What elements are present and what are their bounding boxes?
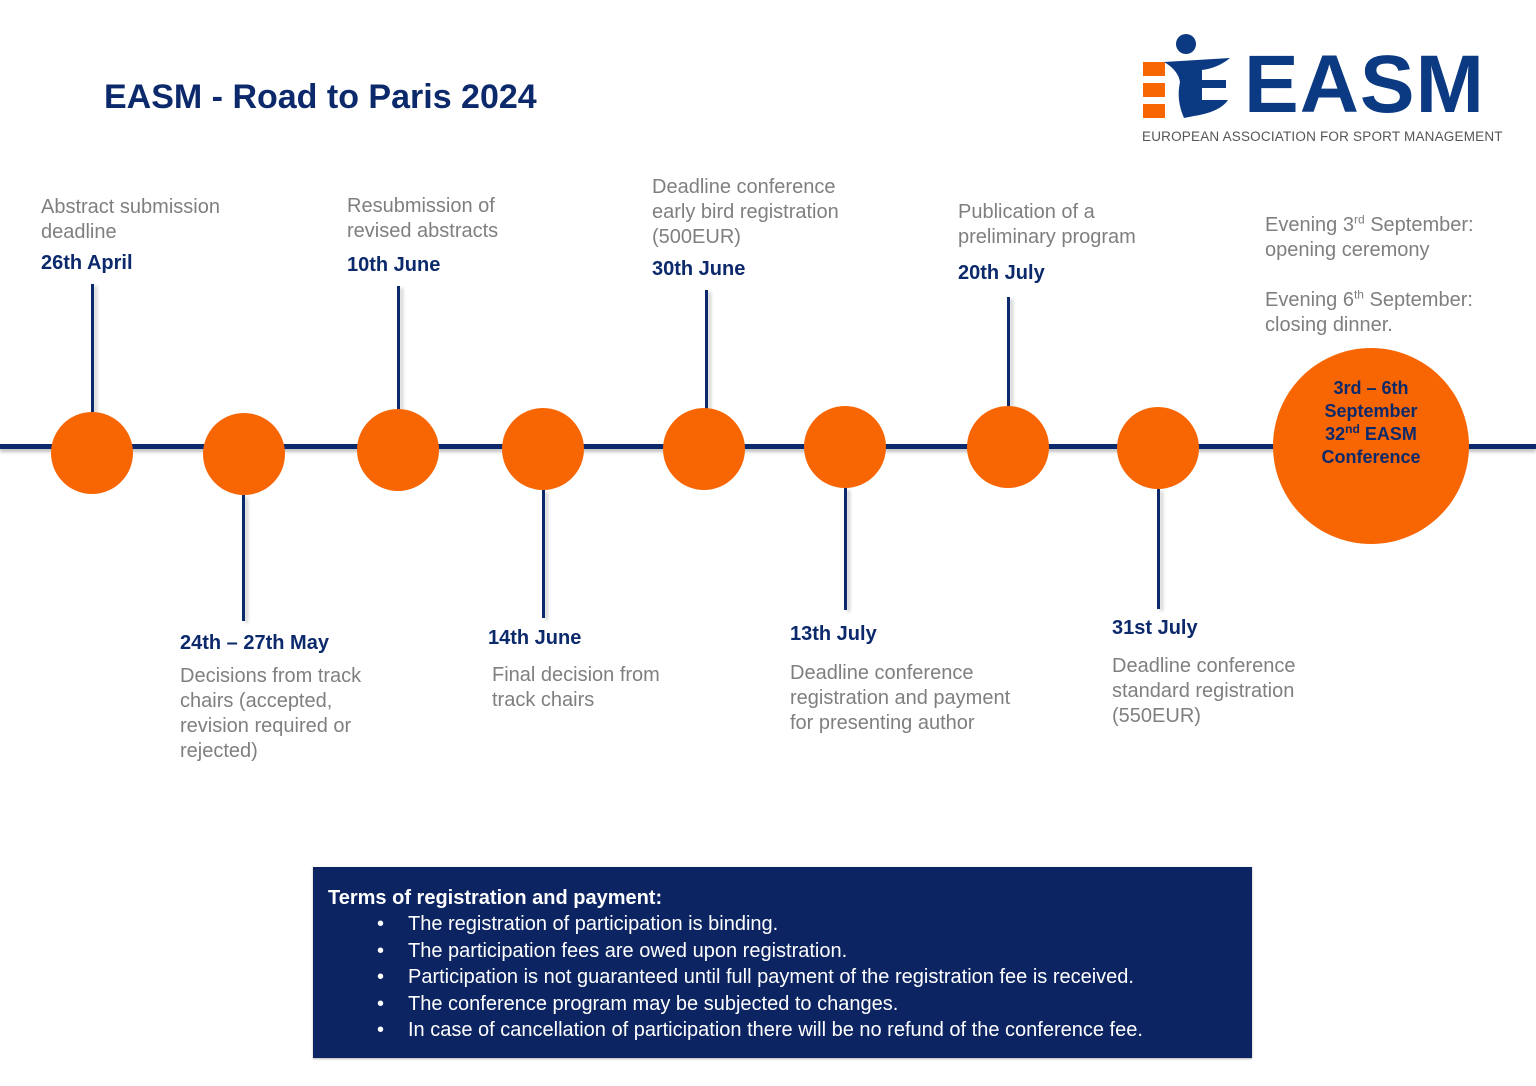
milestone-4-date: 14th June [488, 627, 582, 649]
event-closing-dinner: Evening 6th September: closing dinner. [1265, 287, 1473, 336]
terms-item: • Participation is not guaranteed until full payment of the registration fee is received. [363, 964, 1237, 991]
bullet-icon: • [377, 939, 385, 962]
milestone-8-marker [1117, 407, 1199, 489]
milestone-8-description: Deadline conference standard registration (550EUR) [1112, 655, 1296, 727]
milestone-5-date: 30th June [652, 258, 746, 280]
terms-box [313, 867, 1252, 1058]
milestone-4-marker [502, 408, 584, 490]
conference-marker [1273, 348, 1469, 544]
milestone-8-connector [1157, 489, 1160, 609]
easm-logo [1140, 30, 1510, 150]
milestone-4-description: Final decision from track chairs [492, 664, 660, 711]
milestone-8-date: 31st July [1112, 617, 1198, 639]
conference-label: 3rd – 6th September 32nd EASM Conference [1321, 378, 1421, 467]
milestone-1-date: 26th April [41, 252, 133, 274]
bullet-icon: • [377, 913, 385, 935]
terms-list [328, 911, 1237, 1044]
milestone-2-date: 24th – 27th May [180, 632, 329, 654]
terms-item: • In case of cancellation of participation there will be no refund of the conference fee. [363, 1017, 1237, 1044]
milestone-2-connector [242, 495, 245, 621]
milestone-7-description: Publication of a preliminary program [958, 201, 1136, 248]
bullet-icon: • [377, 992, 385, 1015]
bullet-icon: • [377, 1019, 385, 1042]
terms-title: Terms of registration and payment: [328, 887, 663, 909]
milestone-7-date: 20th July [958, 262, 1045, 284]
milestone-1-connector [91, 284, 94, 412]
milestone-2-description: Decisions from track chairs (accepted, revision required or rejected) [180, 665, 362, 762]
page-title: EASM - Road to Paris 2024 [104, 78, 537, 116]
milestone-1-description: Abstract submission deadline [41, 196, 220, 243]
milestone-6-description: Deadline conference registration and payment for presenting author [790, 662, 1011, 734]
milestone-3-connector [397, 286, 400, 410]
terms-item: • The registration of participation is binding. [363, 911, 1237, 938]
milestone-5-description: Deadline conference early bird registration (500EUR) [652, 176, 839, 248]
milestone-6-date: 13th July [790, 623, 877, 645]
logo-wordmark: EASM [1244, 39, 1485, 130]
milestone-7-marker [967, 406, 1049, 488]
event-opening-ceremony: Evening 3rd September: opening ceremony [1265, 212, 1474, 261]
terms-item: • The conference program may be subjected to changes. [363, 991, 1237, 1018]
milestone-4-connector [542, 490, 545, 618]
milestone-6-marker [804, 406, 886, 488]
terms-item: • The participation fees are owed upon registration. [363, 938, 1237, 965]
logo-subtitle: EUROPEAN ASSOCIATION FOR SPORT MANAGEMENT [1142, 129, 1503, 144]
milestone-3-date: 10th June [347, 254, 441, 276]
milestone-3-description: Resubmission of revised abstracts [347, 195, 499, 242]
easm-emblem-icon [1140, 30, 1240, 130]
milestone-5-marker [663, 408, 745, 490]
bullet-icon: • [377, 966, 385, 989]
milestone-1-marker [51, 412, 133, 494]
milestone-3-marker [357, 409, 439, 491]
milestone-2-marker [203, 413, 285, 495]
milestone-7-connector [1007, 297, 1010, 409]
milestone-5-connector [705, 290, 708, 410]
milestone-6-connector [844, 488, 847, 610]
